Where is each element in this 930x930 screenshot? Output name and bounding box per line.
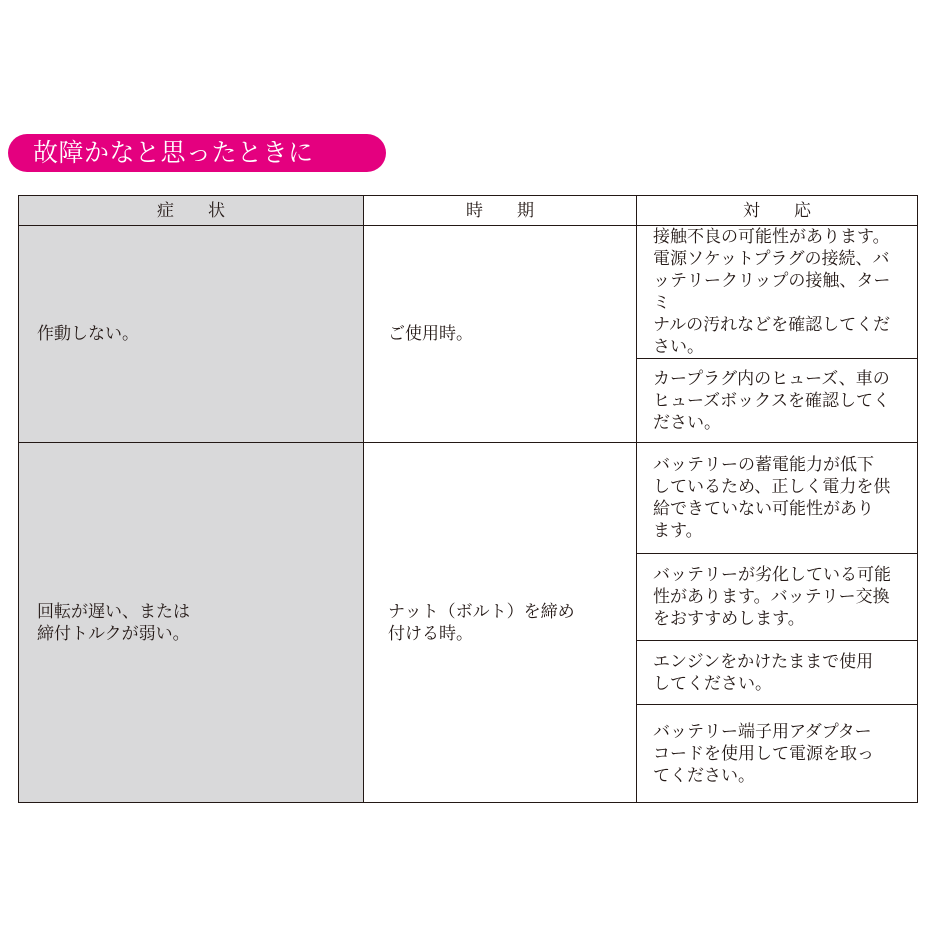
- remedy-cell: エンジンをかけたままで使用 してください。: [637, 641, 918, 705]
- table-header-row: [19, 196, 918, 226]
- remedy-cell: バッテリー端子用アダプター コードを使用して電源を取っ てください。: [637, 705, 918, 803]
- period-cell: ナット（ボルト）を締め 付ける時。: [364, 443, 637, 803]
- table-row: [19, 226, 918, 359]
- section-title: 故障かなと思ったときに: [8, 134, 386, 172]
- remedy-cell: バッテリーの蓄電能力が低下 しているため、正しく電力を供 給できていない可能性があり ます。: [637, 443, 918, 554]
- remedy-cell: バッテリーが劣化している可能 性があります。バッテリー交換 をおすすめします。: [637, 554, 918, 641]
- troubleshooting-table: [18, 195, 918, 803]
- header-remedy: 対 応: [637, 196, 918, 226]
- header-period: 時 期: [364, 196, 637, 226]
- header-symptom: 症 状: [19, 196, 364, 226]
- remedy-cell: 接触不良の可能性があります。 電源ソケットプラグの接続、バ ッテリークリップの接触、ターミ ナルの汚れなどを確認してくだ さい。: [637, 226, 918, 359]
- symptom-cell: 作動しない。: [19, 226, 364, 443]
- remedy-cell: カープラグ内のヒューズ、車の ヒューズボックスを確認してく ださい。: [637, 359, 918, 443]
- table-row: [19, 443, 918, 554]
- symptom-cell: 回転が遅い、または 締付トルクが弱い。: [19, 443, 364, 803]
- period-cell: ご使用時。: [364, 226, 637, 443]
